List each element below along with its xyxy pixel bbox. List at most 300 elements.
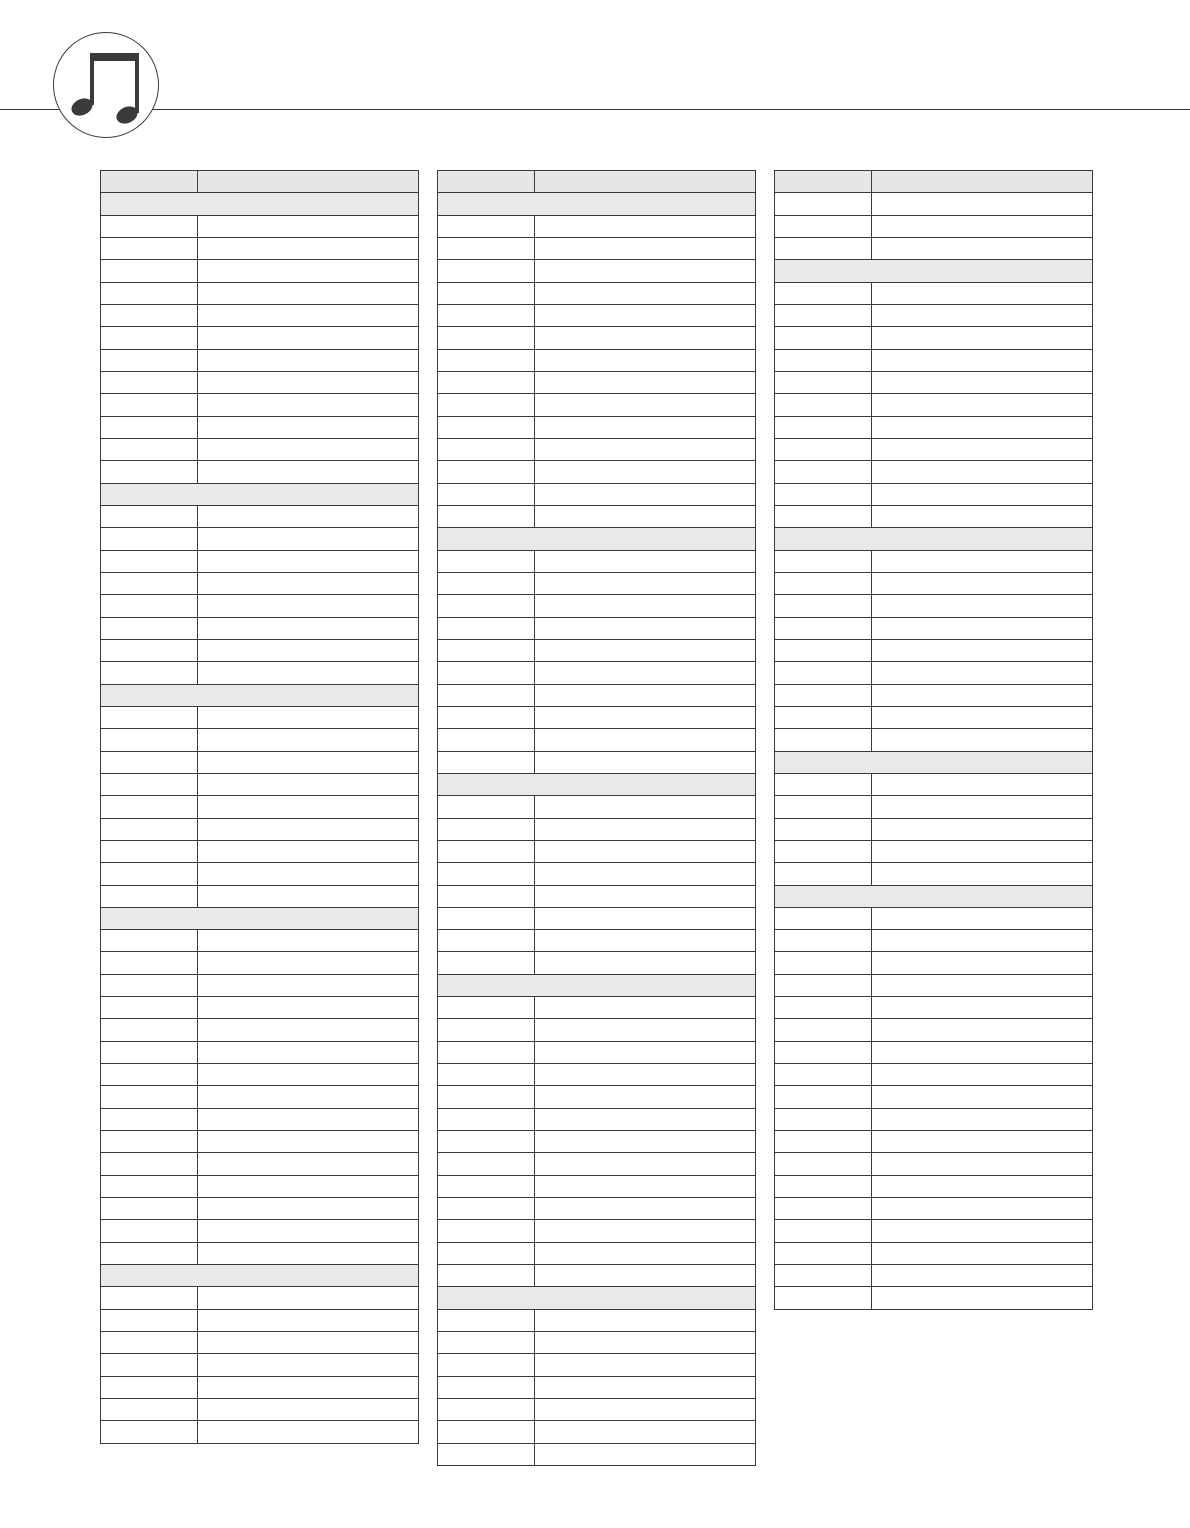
table-row	[438, 1108, 756, 1130]
name-cell	[198, 171, 419, 193]
name-cell	[198, 863, 419, 885]
table-row	[438, 729, 756, 751]
table-row	[775, 1265, 1093, 1287]
number-cell	[101, 528, 198, 550]
table-row	[101, 438, 419, 460]
number-cell	[775, 483, 872, 505]
table-row	[775, 818, 1093, 840]
name-cell	[872, 371, 1093, 393]
table-row	[101, 1041, 419, 1063]
table-row	[101, 1131, 419, 1153]
number-cell	[438, 371, 535, 393]
category-cell	[438, 974, 756, 996]
table-row	[101, 1198, 419, 1220]
table-row	[775, 1220, 1093, 1242]
table-row	[438, 930, 756, 952]
name-cell	[535, 1421, 756, 1443]
table-row	[775, 1175, 1093, 1197]
table-row	[775, 193, 1093, 215]
table-row	[101, 1242, 419, 1264]
name-cell	[198, 796, 419, 818]
number-cell	[775, 461, 872, 483]
name-cell	[535, 863, 756, 885]
number-cell	[101, 1242, 198, 1264]
table-row	[101, 416, 419, 438]
name-cell	[535, 1041, 756, 1063]
name-cell	[872, 997, 1093, 1019]
table-row	[438, 1354, 756, 1376]
table-row	[775, 706, 1093, 728]
number-cell	[438, 1332, 535, 1354]
table-row	[438, 1399, 756, 1421]
name-cell	[535, 796, 756, 818]
voice-table-column-1	[100, 170, 419, 1444]
name-cell	[872, 505, 1093, 527]
number-cell	[101, 1354, 198, 1376]
number-cell	[101, 1086, 198, 1108]
number-cell	[438, 1198, 535, 1220]
name-cell	[198, 729, 419, 751]
number-cell	[438, 461, 535, 483]
name-cell	[872, 617, 1093, 639]
table-row	[438, 1064, 756, 1086]
table-row	[101, 974, 419, 996]
table-header-row	[775, 171, 1093, 193]
table-row	[101, 1175, 419, 1197]
table-row	[775, 349, 1093, 371]
table-row	[438, 572, 756, 594]
name-cell	[872, 706, 1093, 728]
number-cell	[101, 505, 198, 527]
number-cell	[775, 282, 872, 304]
table-row	[438, 327, 756, 349]
number-cell	[101, 550, 198, 572]
name-cell	[198, 1309, 419, 1331]
name-cell	[872, 349, 1093, 371]
table-row	[438, 371, 756, 393]
category-row	[775, 751, 1093, 773]
table-row	[101, 1399, 419, 1421]
number-cell	[775, 639, 872, 661]
category-row	[438, 773, 756, 795]
name-cell	[198, 528, 419, 550]
number-cell	[438, 550, 535, 572]
name-cell	[535, 840, 756, 862]
number-cell	[775, 974, 872, 996]
number-cell	[438, 1421, 535, 1443]
number-cell	[101, 171, 198, 193]
table-row	[438, 438, 756, 460]
name-cell	[198, 1064, 419, 1086]
number-cell	[438, 1399, 535, 1421]
table-row	[775, 1198, 1093, 1220]
name-cell	[535, 684, 756, 706]
number-cell	[775, 907, 872, 929]
number-cell	[438, 237, 535, 259]
table-row	[775, 371, 1093, 393]
name-cell	[535, 1086, 756, 1108]
table-row	[775, 1153, 1093, 1175]
table-row	[775, 1019, 1093, 1041]
name-cell	[872, 1287, 1093, 1309]
category-cell	[101, 193, 419, 215]
name-cell	[535, 885, 756, 907]
number-cell	[775, 1041, 872, 1063]
number-cell	[438, 1220, 535, 1242]
number-cell	[775, 171, 872, 193]
name-cell	[535, 907, 756, 929]
number-cell	[775, 1242, 872, 1264]
voice-table-column-2	[437, 170, 756, 1466]
table-row	[101, 1019, 419, 1041]
name-cell	[198, 1376, 419, 1398]
category-cell	[101, 907, 419, 929]
number-cell	[101, 773, 198, 795]
name-cell	[198, 639, 419, 661]
number-cell	[438, 1376, 535, 1398]
name-cell	[872, 394, 1093, 416]
table-row	[101, 505, 419, 527]
name-cell	[535, 729, 756, 751]
table-row	[101, 371, 419, 393]
number-cell	[775, 997, 872, 1019]
name-cell	[535, 1220, 756, 1242]
table-row	[438, 617, 756, 639]
name-cell	[535, 1153, 756, 1175]
name-cell	[872, 840, 1093, 862]
category-cell	[438, 193, 756, 215]
table-row	[438, 796, 756, 818]
number-cell	[101, 997, 198, 1019]
number-cell	[438, 572, 535, 594]
table-row	[775, 483, 1093, 505]
name-cell	[872, 438, 1093, 460]
category-row	[775, 260, 1093, 282]
name-cell	[198, 1287, 419, 1309]
number-cell	[775, 1108, 872, 1130]
name-cell	[535, 818, 756, 840]
name-cell	[535, 171, 756, 193]
number-cell	[438, 1265, 535, 1287]
number-cell	[775, 1175, 872, 1197]
name-cell	[872, 304, 1093, 326]
table-row	[101, 215, 419, 237]
category-row	[438, 193, 756, 215]
number-cell	[101, 639, 198, 661]
name-cell	[198, 930, 419, 952]
number-cell	[101, 930, 198, 952]
table-row	[438, 1175, 756, 1197]
name-cell	[198, 840, 419, 862]
name-cell	[198, 371, 419, 393]
name-cell	[198, 1041, 419, 1063]
number-cell	[438, 505, 535, 527]
name-cell	[872, 1153, 1093, 1175]
name-cell	[198, 773, 419, 795]
name-cell	[198, 974, 419, 996]
table-row	[101, 662, 419, 684]
name-cell	[872, 930, 1093, 952]
name-cell	[872, 1086, 1093, 1108]
table-row	[101, 1220, 419, 1242]
table-row	[775, 840, 1093, 862]
table-row	[438, 885, 756, 907]
name-cell	[535, 483, 756, 505]
table-row	[438, 505, 756, 527]
name-cell	[872, 461, 1093, 483]
number-cell	[438, 617, 535, 639]
name-cell	[872, 863, 1093, 885]
name-cell	[198, 327, 419, 349]
name-cell	[535, 438, 756, 460]
name-cell	[198, 1421, 419, 1443]
number-cell	[438, 1175, 535, 1197]
table-row	[101, 952, 419, 974]
number-cell	[438, 1131, 535, 1153]
name-cell	[872, 171, 1093, 193]
number-cell	[101, 371, 198, 393]
number-cell	[101, 394, 198, 416]
name-cell	[872, 193, 1093, 215]
name-cell	[872, 952, 1093, 974]
table-row	[775, 215, 1093, 237]
number-cell	[101, 1019, 198, 1041]
table-row	[775, 1086, 1093, 1108]
table-row	[438, 1242, 756, 1264]
table-row	[775, 930, 1093, 952]
name-cell	[872, 1041, 1093, 1063]
table-row	[101, 706, 419, 728]
name-cell	[198, 1131, 419, 1153]
number-cell	[101, 215, 198, 237]
name-cell	[198, 349, 419, 371]
number-cell	[775, 796, 872, 818]
name-cell	[198, 572, 419, 594]
number-cell	[438, 1242, 535, 1264]
category-cell	[775, 751, 1093, 773]
name-cell	[535, 595, 756, 617]
name-cell	[198, 260, 419, 282]
table-row	[438, 863, 756, 885]
number-cell	[775, 1220, 872, 1242]
table-row	[438, 260, 756, 282]
table-row	[101, 751, 419, 773]
table-row	[101, 1309, 419, 1331]
table-row	[438, 1265, 756, 1287]
category-row	[438, 528, 756, 550]
number-cell	[438, 952, 535, 974]
name-cell	[198, 662, 419, 684]
table-row	[775, 1242, 1093, 1264]
category-cell	[438, 1287, 756, 1309]
table-header-row	[438, 171, 756, 193]
number-cell	[101, 706, 198, 728]
table-row	[775, 907, 1093, 929]
number-cell	[775, 863, 872, 885]
number-cell	[101, 595, 198, 617]
number-cell	[438, 1064, 535, 1086]
number-cell	[101, 952, 198, 974]
table-row	[101, 773, 419, 795]
number-cell	[101, 885, 198, 907]
number-cell	[438, 1019, 535, 1041]
number-cell	[101, 1153, 198, 1175]
table-row	[101, 550, 419, 572]
name-cell	[535, 639, 756, 661]
name-cell	[198, 751, 419, 773]
name-cell	[535, 1332, 756, 1354]
name-cell	[198, 617, 419, 639]
name-cell	[872, 572, 1093, 594]
name-cell	[198, 237, 419, 259]
name-cell	[198, 1153, 419, 1175]
name-cell	[535, 416, 756, 438]
table-row	[775, 1108, 1093, 1130]
category-row	[101, 907, 419, 929]
number-cell	[101, 751, 198, 773]
table-row	[438, 1220, 756, 1242]
table-row	[438, 1153, 756, 1175]
number-cell	[101, 260, 198, 282]
number-cell	[775, 550, 872, 572]
name-cell	[872, 416, 1093, 438]
name-cell	[872, 907, 1093, 929]
table-row	[438, 952, 756, 974]
number-cell	[775, 1153, 872, 1175]
table-row	[775, 662, 1093, 684]
number-cell	[438, 1354, 535, 1376]
table-row	[775, 863, 1093, 885]
number-cell	[775, 438, 872, 460]
number-cell	[438, 438, 535, 460]
number-cell	[438, 907, 535, 929]
number-cell	[438, 1309, 535, 1331]
number-cell	[775, 237, 872, 259]
category-cell	[101, 483, 419, 505]
name-cell	[535, 952, 756, 974]
name-cell	[535, 505, 756, 527]
number-cell	[775, 818, 872, 840]
table-row	[775, 327, 1093, 349]
number-cell	[101, 818, 198, 840]
number-cell	[775, 371, 872, 393]
number-cell	[438, 1086, 535, 1108]
name-cell	[535, 1175, 756, 1197]
number-cell	[101, 461, 198, 483]
name-cell	[198, 1108, 419, 1130]
table-row	[775, 974, 1093, 996]
name-cell	[535, 1443, 756, 1465]
number-cell	[438, 1443, 535, 1465]
category-cell	[775, 885, 1093, 907]
number-cell	[438, 394, 535, 416]
number-cell	[438, 304, 535, 326]
name-cell	[535, 215, 756, 237]
name-cell	[535, 1131, 756, 1153]
table-row	[101, 818, 419, 840]
name-cell	[535, 282, 756, 304]
table-row	[438, 461, 756, 483]
name-cell	[872, 550, 1093, 572]
table-row	[438, 1443, 756, 1465]
name-cell	[872, 974, 1093, 996]
name-cell	[535, 1242, 756, 1264]
category-cell	[438, 528, 756, 550]
table-row	[438, 1019, 756, 1041]
number-cell	[775, 662, 872, 684]
table-row	[101, 461, 419, 483]
name-cell	[872, 662, 1093, 684]
table-row	[101, 840, 419, 862]
number-cell	[101, 729, 198, 751]
table-row	[438, 1041, 756, 1063]
table-row	[438, 684, 756, 706]
number-cell	[101, 1198, 198, 1220]
name-cell	[535, 706, 756, 728]
name-cell	[872, 729, 1093, 751]
number-cell	[775, 1064, 872, 1086]
table-row	[775, 617, 1093, 639]
table-row	[101, 282, 419, 304]
table-row	[101, 1354, 419, 1376]
header-rule	[0, 109, 1190, 110]
table-row	[775, 550, 1093, 572]
category-cell	[101, 1265, 419, 1287]
number-cell	[101, 282, 198, 304]
number-cell	[438, 796, 535, 818]
name-cell	[872, 237, 1093, 259]
name-cell	[872, 1108, 1093, 1130]
name-cell	[535, 550, 756, 572]
number-cell	[101, 237, 198, 259]
table-row	[438, 304, 756, 326]
number-cell	[438, 171, 535, 193]
name-cell	[535, 1354, 756, 1376]
number-cell	[101, 863, 198, 885]
name-cell	[198, 1019, 419, 1041]
name-cell	[872, 1265, 1093, 1287]
category-cell	[775, 528, 1093, 550]
table-row	[438, 237, 756, 259]
name-cell	[872, 773, 1093, 795]
name-cell	[535, 662, 756, 684]
number-cell	[775, 930, 872, 952]
table-row	[438, 349, 756, 371]
table-row	[775, 438, 1093, 460]
number-cell	[775, 505, 872, 527]
name-cell	[198, 1175, 419, 1197]
name-cell	[535, 461, 756, 483]
number-cell	[438, 260, 535, 282]
category-row	[775, 528, 1093, 550]
number-cell	[775, 952, 872, 974]
name-cell	[872, 1019, 1093, 1041]
name-cell	[198, 394, 419, 416]
table-row	[438, 595, 756, 617]
table-row	[101, 237, 419, 259]
table-row	[101, 930, 419, 952]
number-cell	[775, 1019, 872, 1041]
category-row	[775, 885, 1093, 907]
table-row	[775, 952, 1093, 974]
name-cell	[535, 371, 756, 393]
name-cell	[535, 237, 756, 259]
table-row	[775, 796, 1093, 818]
category-row	[101, 684, 419, 706]
name-cell	[535, 349, 756, 371]
table-row	[775, 1041, 1093, 1063]
number-cell	[101, 1332, 198, 1354]
